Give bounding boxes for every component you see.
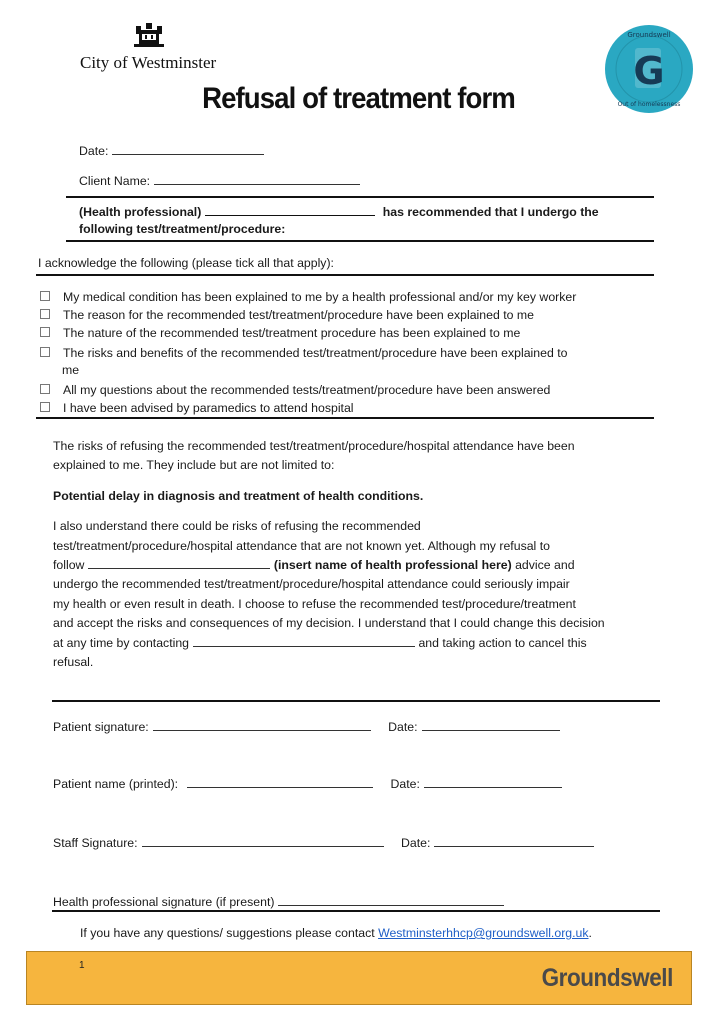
checkbox[interactable] — [40, 402, 50, 412]
checklist-item[interactable]: My medical condition has been explained to me by a health professional and/or my key worker — [40, 288, 576, 306]
divider — [52, 700, 660, 702]
risks-line: test/treatment/procedure/hospital attendance that are not known yet. Although my refusal to — [53, 538, 550, 553]
recommended-text-2: following test/treatment/procedure: — [79, 222, 286, 236]
client-name-row — [79, 172, 360, 189]
health-professional-name-input[interactable] — [88, 556, 270, 569]
checklist-item[interactable]: The reason for the recommended test/treatment/procedure have been explained to me — [40, 306, 534, 324]
acknowledge-heading: I acknowledge the following (please tick all that apply): — [38, 256, 334, 270]
contact-email-link[interactable]: Westminsterhhcp@groundswell.org.uk — [378, 926, 589, 940]
staff-signature-input[interactable] — [142, 834, 384, 847]
checkbox[interactable] — [40, 384, 50, 394]
risks-line: at any time by contacting and taking action to cancel this — [53, 635, 587, 650]
hp-signature-input[interactable] — [278, 893, 504, 906]
divider — [52, 910, 660, 912]
page-title: Refusal of treatment form — [202, 82, 515, 115]
risks-line: undergo the recommended test/treatment/procedure/hospital attendance could seriously impair — [53, 577, 570, 592]
logo-name: Groundswell — [627, 31, 671, 39]
divider — [36, 417, 654, 419]
checkbox[interactable] — [40, 309, 50, 319]
groundswell-logo — [604, 24, 694, 114]
staff-date-input[interactable] — [434, 834, 594, 847]
date-input[interactable] — [112, 142, 264, 155]
risks-line: explained to me. They include but are not limited to: — [53, 458, 335, 473]
checkbox[interactable] — [40, 291, 50, 301]
date-label: Date: — [79, 144, 109, 158]
risks-line: my health or even result in death. I choose to refuse the recommended test/procedure/treatment — [53, 596, 576, 611]
patient-name-date-input[interactable] — [424, 775, 562, 788]
logo-letter: G — [633, 49, 665, 93]
client-name-input[interactable] — [154, 172, 360, 185]
hp-signature-row: Health professional signature (if present) — [53, 893, 504, 909]
patient-signature-row: Patient signature: Date: — [53, 718, 560, 734]
checklist-item[interactable]: The risks and benefits of the recommended test/treatment/procedure have been explained to — [40, 344, 567, 362]
risks-bold-line: Potential delay in diagnosis and treatment of health conditions. — [53, 488, 424, 503]
city-crest-logo — [132, 22, 166, 48]
patient-name-input[interactable] — [187, 775, 373, 788]
risks-line: I also understand there could be risks of refusing the recommended — [53, 519, 421, 534]
checkbox[interactable] — [40, 347, 50, 357]
org-name: City of Westminster — [80, 53, 217, 72]
page-number: 1 — [79, 960, 85, 971]
recommended-text: has recommended that I undergo the — [382, 205, 599, 219]
risks-line: and accept the risks and consequences of my decision. I understand that I could change this decision — [53, 616, 605, 631]
contact-line: If you have any questions/ suggestions please contact Westminsterhhcp@groundswell.org.uk. — [80, 926, 592, 940]
risks-line: The risks of refusing the recommended test/treatment/procedure/hospital attendance have been — [53, 439, 575, 453]
checklist-item[interactable]: I have been advised by paramedics to attend hospital — [40, 399, 354, 417]
checklist-item-continued: me — [62, 363, 80, 377]
footer-brand: Groundswell — [541, 964, 673, 992]
risks-section — [53, 437, 663, 672]
risks-line: follow (insert name of health professional here) advice and — [53, 558, 575, 573]
divider — [66, 196, 654, 198]
checklist-item[interactable]: The nature of the recommended test/treatment procedure has been explained to me — [40, 324, 520, 342]
client-name-label: Client Name: — [79, 174, 151, 188]
divider — [66, 240, 654, 242]
checklist-item[interactable]: All my questions about the recommended tests/treatment/procedure have been answered — [40, 381, 550, 399]
divider — [36, 274, 654, 276]
health-professional-row — [79, 203, 599, 220]
patient-signature-input[interactable] — [153, 718, 371, 731]
contact-input[interactable] — [193, 634, 415, 647]
health-professional-label: (Health professional) — [79, 205, 202, 219]
staff-signature-row: Staff Signature: Date: — [53, 834, 594, 850]
checkbox[interactable] — [40, 327, 50, 337]
page-footer — [26, 951, 692, 1005]
date-field-row — [79, 142, 264, 159]
patient-name-row: Patient name (printed): Date: — [53, 775, 562, 791]
health-professional-input[interactable] — [205, 203, 375, 216]
risks-line: refusal. — [53, 655, 94, 670]
logo-tagline: Out of homelessness — [617, 101, 681, 108]
patient-date-input[interactable] — [422, 718, 560, 731]
